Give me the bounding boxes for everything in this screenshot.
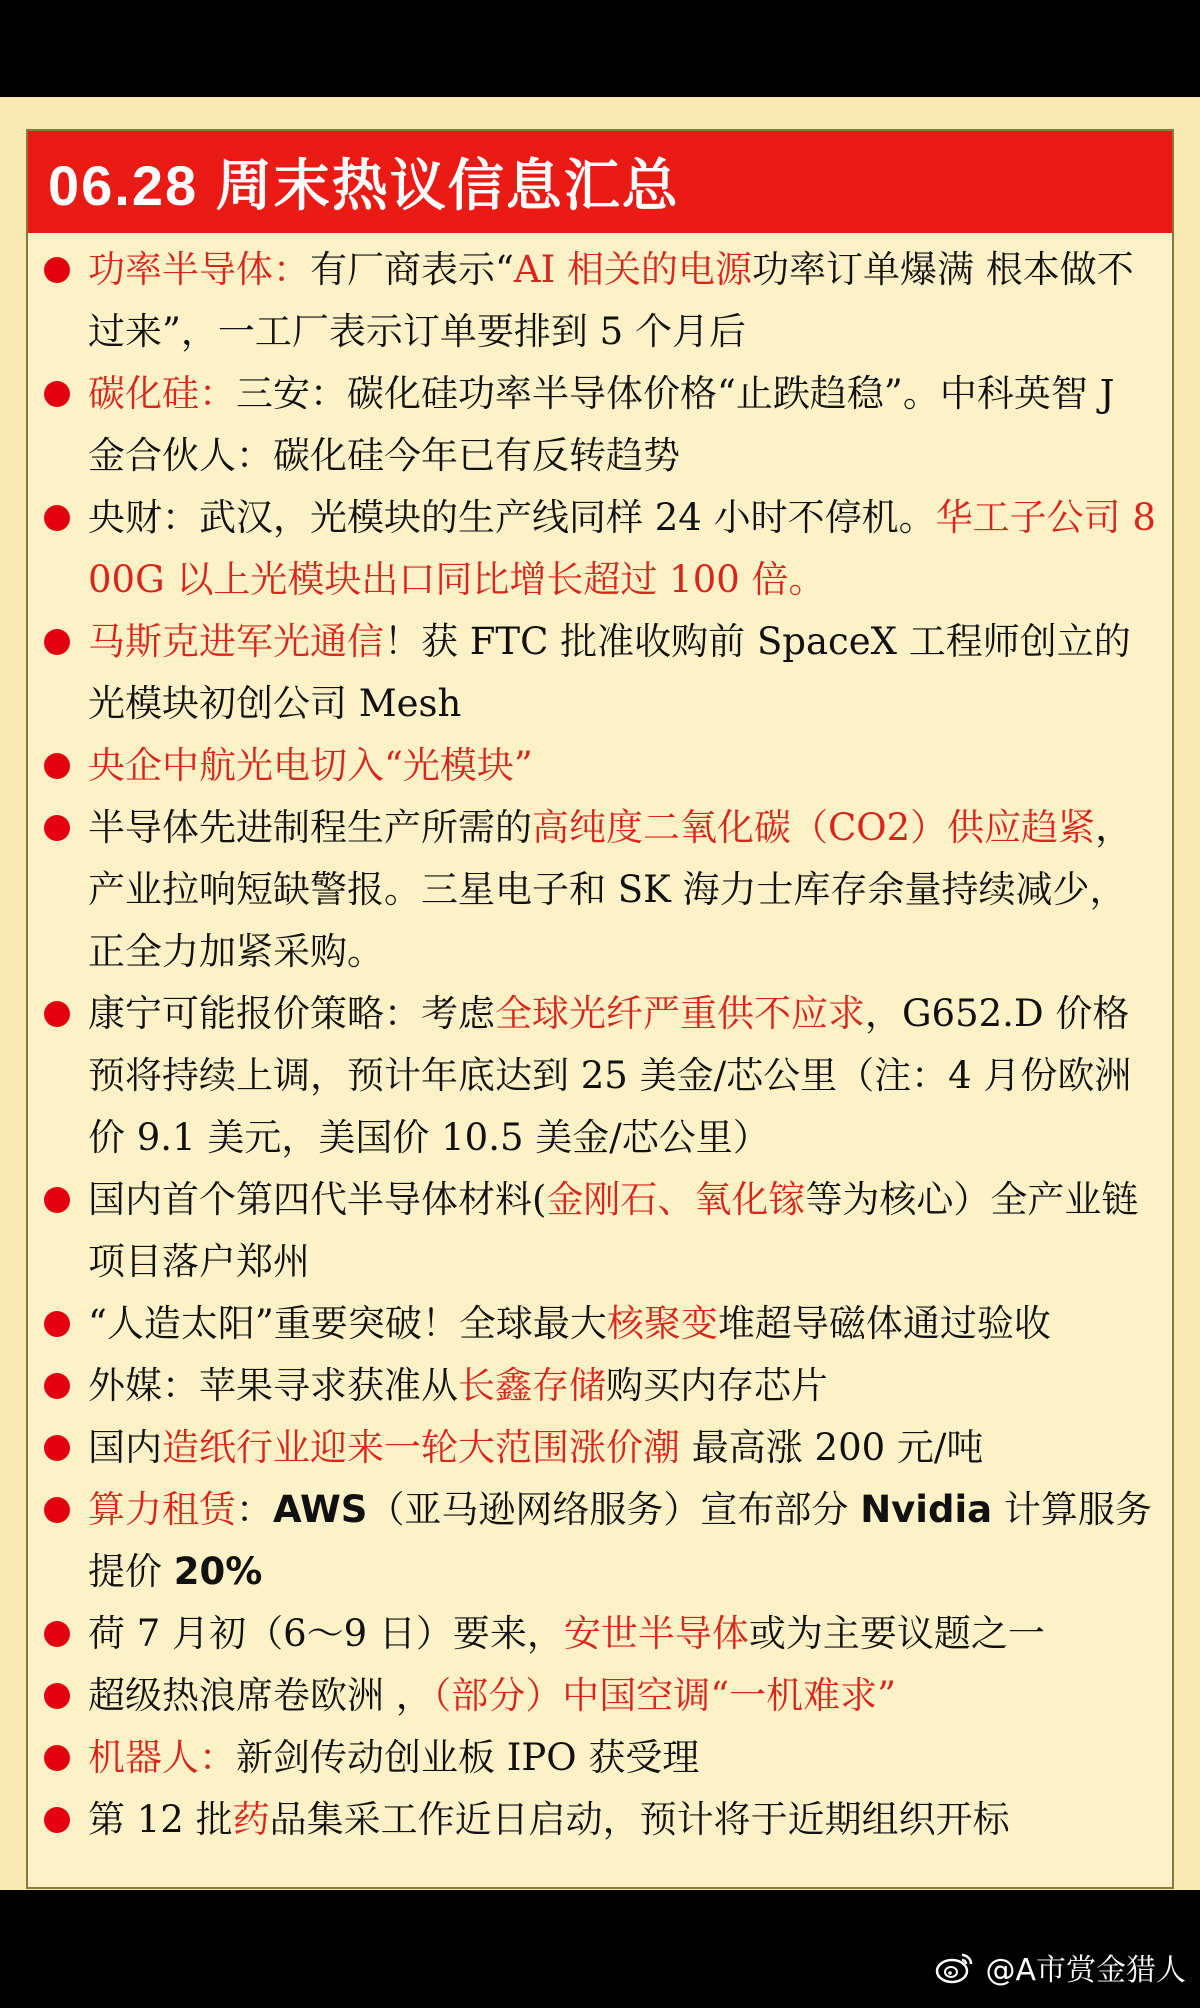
item-text: 外媒：苹果寻求获准从 — [88, 1364, 458, 1407]
highlight-text: （部分）中国空调“一机难求” — [432, 1674, 897, 1717]
item-text: ，G652.D 价格预将持续上调，预计年底达到 25 美金/芯公里（注：4 月份欧洲价 9.1 美元，美国价 10.5 美金/芯公里） — [88, 992, 1132, 1159]
bullet-icon — [44, 505, 70, 531]
item-text: 功率订单爆满 根本做不过来”，一工厂表示订单要排到 5 个月后 — [88, 248, 1134, 353]
news-list — [28, 239, 1172, 1851]
item-text: 央财：武汉，光模块的生产线同样 24 小时不停机。 — [88, 496, 936, 539]
highlight-text: 高纯度二氧化碳（CO2）供应趋紧 — [532, 806, 1096, 849]
item-text: ，产业拉响短缺警报。三星电子和 SK 海力士库存余量持续减少，正全力加紧采购。 — [88, 806, 1133, 973]
item-text: 堆超导磁体通过验收 — [717, 1302, 1051, 1345]
highlight-text: 机器人： — [88, 1736, 236, 1779]
page-title: 06.28 周末热议信息汇总 — [48, 154, 680, 217]
highlight-text: 核聚变 — [606, 1302, 718, 1345]
bullet-icon — [44, 1373, 70, 1399]
title-bar — [28, 131, 1172, 233]
item-text: 最高涨 200 元/吨 — [680, 1426, 984, 1469]
item-text: ： — [236, 1488, 273, 1531]
bullet-icon — [44, 815, 70, 841]
item-text: Nvidia — [860, 1488, 993, 1531]
bottom-black-bar — [0, 1890, 1200, 2008]
item-text: AWS — [273, 1488, 368, 1531]
item-text: 等为核心）全产业链项目落户郑州 — [88, 1178, 1139, 1283]
list-item — [28, 797, 1172, 983]
list-item — [28, 983, 1172, 1169]
bullet-icon — [44, 753, 70, 779]
item-text: 品集采工作近日启动，预计将于近期组织开标 — [269, 1798, 1010, 1841]
bullet-icon — [44, 1807, 70, 1833]
item-text: 购买内存芯片 — [606, 1364, 828, 1407]
highlight-text: 马斯克进军光通信 — [88, 620, 384, 663]
bullet-icon — [44, 1311, 70, 1337]
list-item — [28, 1169, 1172, 1293]
bullet-icon — [44, 257, 70, 283]
highlight-text: 功率半导体： — [88, 248, 310, 291]
bullet-icon — [44, 381, 70, 407]
highlight-text: 华工子公司 800G 以上光模块出口同比增长超过 100 倍。 — [88, 496, 1156, 601]
list-item — [28, 1293, 1172, 1355]
list-item — [28, 1355, 1172, 1417]
item-text: 荷 7 月初（6～9 日）要来， — [88, 1612, 564, 1655]
watermark — [935, 1945, 1186, 1989]
item-text: 三安：碳化硅功率半导体价格“止跌趋稳”。中科英智 J 金合伙人：碳化硅今年已有反转趋势 — [88, 372, 1115, 477]
highlight-text: 药 — [232, 1798, 270, 1841]
item-text: 超级热浪席卷欧洲 ， — [88, 1674, 433, 1717]
highlight-text: 全球光纤严重供不应求 — [495, 992, 865, 1035]
item-text: 或为主要议题之一 — [748, 1612, 1045, 1655]
highlight-text: 央企中航光电切入“光模块” — [88, 744, 533, 787]
highlight-text: 金刚石、氧化镓 — [546, 1178, 806, 1221]
list-item — [28, 1603, 1172, 1665]
list-item — [28, 1665, 1172, 1727]
item-text: 20% — [173, 1550, 263, 1593]
item-text: 新剑传动创业板 IPO 获受理 — [236, 1736, 700, 1779]
item-text: 第 12 批 — [88, 1798, 233, 1841]
bullet-icon — [44, 1745, 70, 1771]
item-text: 国内 — [88, 1426, 162, 1469]
list-item — [28, 735, 1172, 797]
list-item — [28, 1789, 1172, 1851]
poster-background — [0, 97, 1200, 1890]
item-text: ！获 FTC 批准收购前 SpaceX 工程师创立的光模块初创公司 Mesh — [88, 620, 1131, 725]
item-text: 康宁可能报价策略：考虑 — [88, 992, 495, 1035]
list-item — [28, 239, 1172, 363]
list-item — [28, 487, 1172, 611]
list-item — [28, 1727, 1172, 1789]
bullet-icon — [44, 629, 70, 655]
bullet-icon — [44, 1497, 70, 1523]
item-text: 有厂商表示“ — [310, 248, 514, 291]
list-item — [28, 1417, 1172, 1479]
item-text: “人造太阳”重要突破！全球最大 — [88, 1302, 607, 1345]
highlight-text: AI 相关的电源 — [513, 248, 753, 291]
weibo-icon — [935, 1949, 975, 1985]
item-text: 计算服务提价 — [88, 1488, 1152, 1593]
list-item — [28, 611, 1172, 735]
bullet-icon — [44, 1683, 70, 1709]
bullet-icon — [44, 1187, 70, 1213]
top-black-bar — [0, 0, 1200, 97]
item-text: 国内首个第四代半导体材料( — [88, 1178, 547, 1221]
item-text: （亚马逊网络服务）宣布部分 — [367, 1488, 861, 1531]
bullet-icon — [44, 1435, 70, 1461]
highlight-text: 碳化硅： — [88, 372, 236, 415]
watermark-text: @A市赏金猎人 — [985, 1953, 1186, 1988]
highlight-text: 安世半导体 — [563, 1612, 749, 1655]
bullet-icon — [44, 1001, 70, 1027]
item-text: 半导体先进制程生产所需的 — [88, 806, 532, 849]
highlight-text: 造纸行业迎来一轮大范围涨价潮 — [162, 1426, 680, 1469]
highlight-text: 长鑫存储 — [458, 1364, 606, 1407]
list-item — [28, 363, 1172, 487]
bullet-icon — [44, 1621, 70, 1647]
poster-card — [26, 129, 1174, 1889]
highlight-text: 算力租赁 — [88, 1488, 236, 1531]
list-item — [28, 1479, 1172, 1603]
